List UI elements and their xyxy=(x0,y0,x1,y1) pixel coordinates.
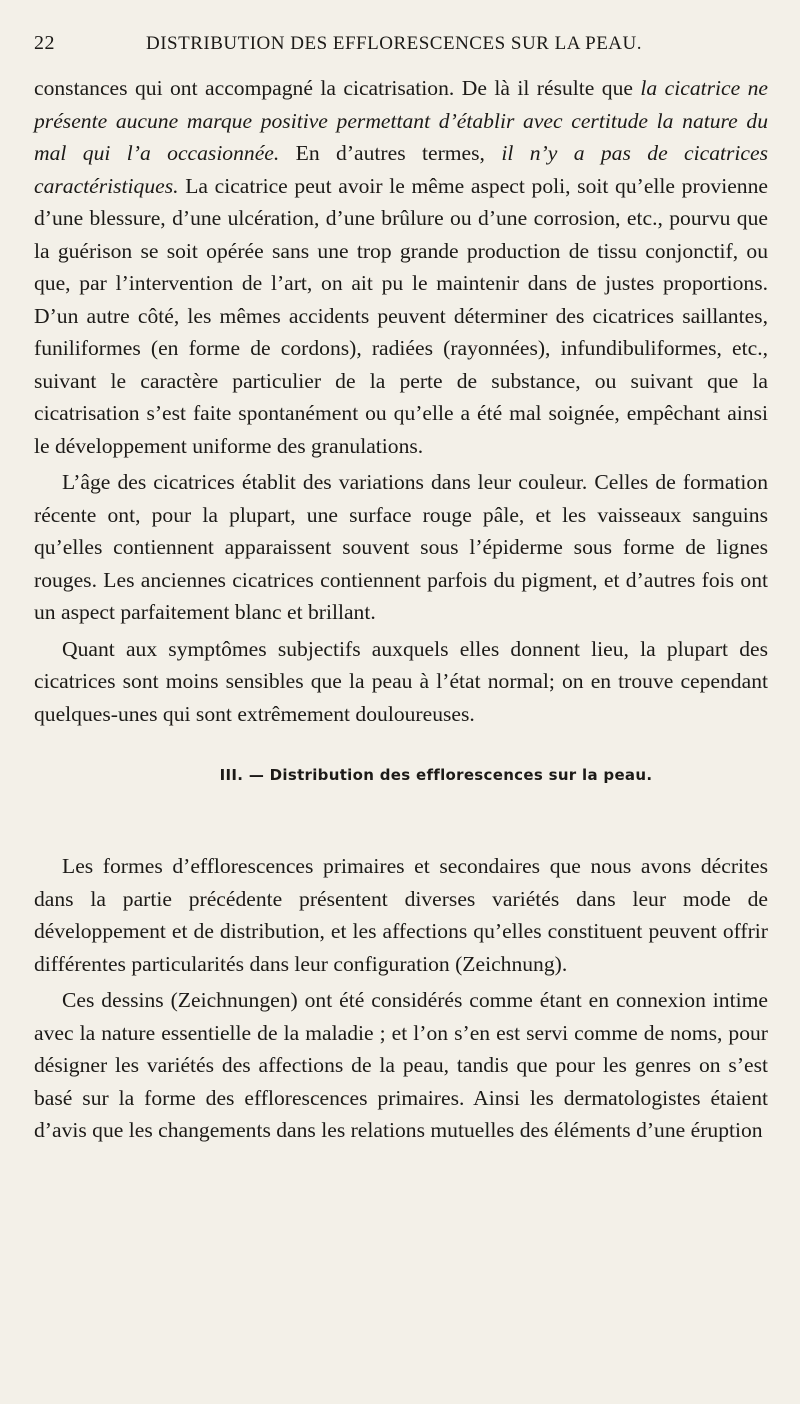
running-head: DISTRIBUTION DES EFFLORESCENCES SUR LA PEAU. xyxy=(146,33,642,54)
paragraph-4: Les formes d’efflorescences primaires et secondaires que nous avons décrites dans la partie précédente présentent diverses variétés dans leur mode de développement et de distribution, et les affections qu’elles constituent peuvent offrir différentes particularités dans leur configuration (Zeichnung). xyxy=(34,854,768,976)
p1-text-a: constances qui ont accompagné la cicatrisation. De là il résulte que xyxy=(34,76,641,100)
paragraph-1 xyxy=(34,72,768,462)
p1-italic-b: la cicatrice ne présente aucune marque positive permettant d’établir avec certitude la nature du mal qui l’a occasionnée. xyxy=(34,76,769,165)
paragraph-2: L’âge des cicatrices établit des variations dans leur couleur. Celles de formation récente ont, pour la plupart, une surface rouge pâle, et les vaisseaux sanguins qu’elles contiennent apparaissent souvent sous l’épiderme sous forme de lignes rouges. Les anciennes cicatrices contiennent parfois du pigment, et d’autres fois ont un aspect parfaitement blanc et brillant. xyxy=(34,470,768,624)
paragraph-5: Ces dessins (Zeichnungen) ont été considérés comme étant en connexion intime avec la nature essentielle de la maladie ; et l’on s’en est servi comme de noms, pour désigner les variétés des affections de la peau, tandis que pour les genres on s’est basé sur la forme des efflorescences primaires. Ainsi les dermatologistes étaient d’avis que les changements dans les relations mutuelles des éléments d’une éruption xyxy=(34,988,768,1142)
p1-italic-d: il n’y a pas de cicatrices caractéristiques. xyxy=(34,141,768,198)
page-header xyxy=(34,32,768,72)
p1-text-c: En d’autres termes, xyxy=(279,141,502,165)
p1-text-e: La cicatrice peut avoir le même aspect poli, soit qu’elle provienne d’une blessure, d’une ulcération, d’une brûlure ou d’une corrosion, etc., pourvu que la guérison se soit opérée sans une trop grande production de tissu conjonctif, ou que, par l’intervention de l’art, on ait pu le maintenir dans de justes proportions. D’un autre côté, les mêmes accidents peuvent déterminer des cicatrices saillantes, funiliformes (en forme de cordons), radiées (rayonnées), infundibuliformes, etc., suivant le caractère particulier de la perte de substance, ou suivant que la cicatrisation s’est faite spontanément ou qu’elle a été mal soignée, empêchant ainsi le développement uniforme des granulations. xyxy=(34,173,768,458)
section-heading: III. — Distribution des efflorescences sur la peau. xyxy=(219,766,653,784)
page-number: 22 xyxy=(34,32,55,54)
paragraph-3: Quant aux symptômes subjectifs auxquels elles donnent lieu, la plupart des cicatrices sont moins sensibles que la peau à l’état normal; on en trouve cependant quelques-unes qui sont extrêmement douloureuses. xyxy=(34,636,768,726)
